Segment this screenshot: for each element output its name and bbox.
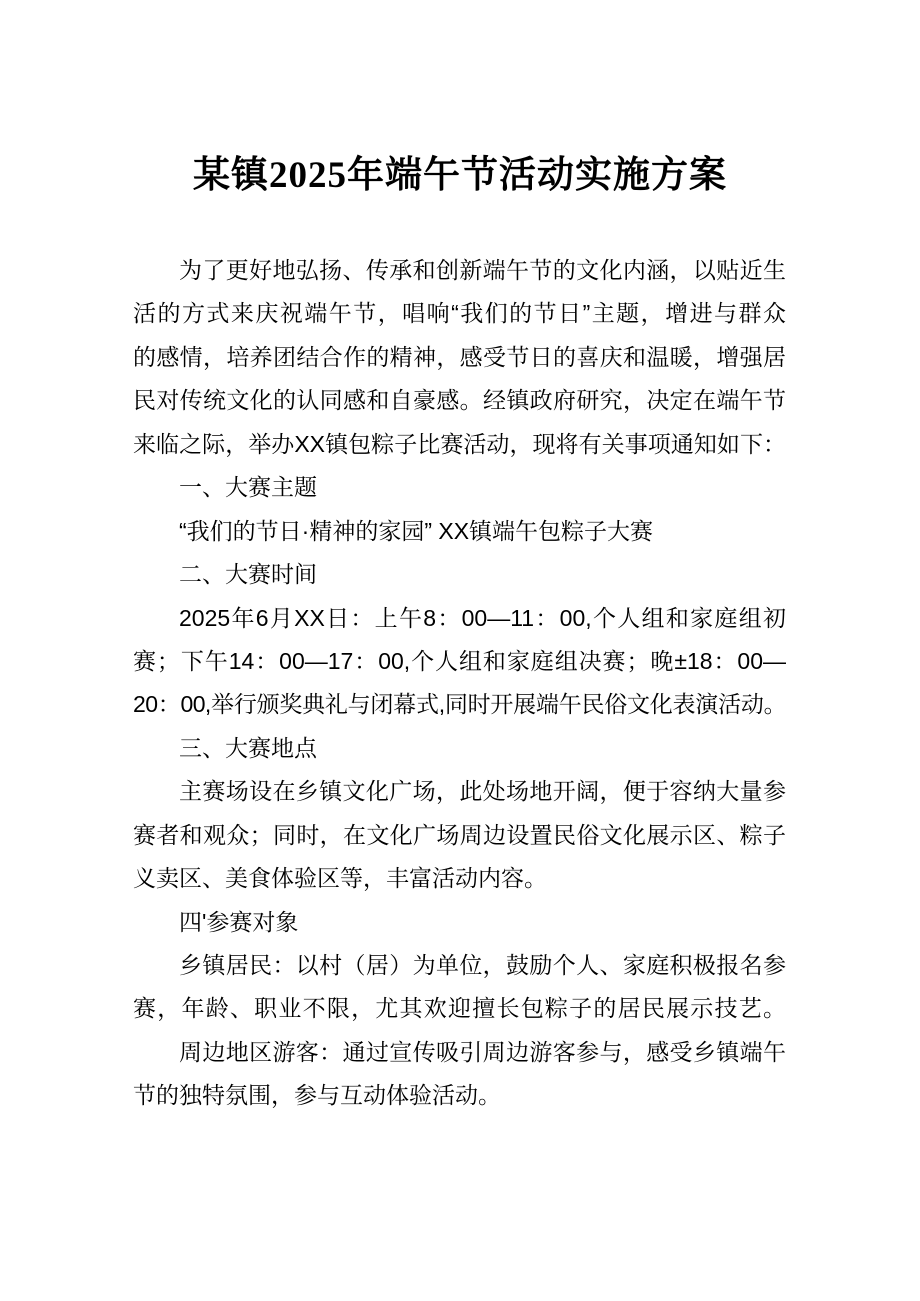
document-body	[133, 249, 786, 1118]
body-text-line: 来临之际，举办XX镇包粽子比赛活动，现将有关事项通知如下：	[133, 430, 786, 457]
body-text-line: 乡镇居民：以村（居）为单位，鼓励个人、家庭积极报名参	[179, 952, 786, 978]
body-text-line: 的感情，培养团结合作的精神，感受节日的喜庆和温暖，增强居	[133, 343, 786, 370]
body-text-line: 活的方式来庆祝端午节，唱响“我们的节日”主题，增进与群众	[133, 300, 786, 327]
body-text-line: 民对传统文化的认同感和自豪感。经镇政府研究，决定在端午节	[133, 387, 786, 414]
section-heading-line: 一、大赛主题	[179, 474, 317, 501]
body-text-line: 主赛场设在乡镇文化广场，此处场地开阔，便于容纳大量参	[179, 778, 786, 805]
body-text-line: 赛；下午14：00—17：00,个人组和家庭组决赛；晚±18：00—	[133, 647, 786, 674]
section-heading-line: 三、大赛地点	[179, 734, 317, 761]
section-heading-line: 二、大赛时间	[179, 561, 317, 588]
body-text-line: 20：00,举行颁奖典礼与闭幕式,同时开展端午民俗文化表演活动。	[133, 691, 786, 718]
body-text-line: 2025年6月XX日：上午8：00—11：00,个人组和家庭组初	[179, 604, 786, 631]
document-title: 某镇2025年端午节活动实施方案	[193, 155, 727, 196]
section-heading-line: 四'参赛对象	[179, 908, 299, 935]
body-text-line: 义卖区、美食体验区等，丰富活动内容。	[133, 865, 547, 892]
body-text-line: 周边地区游客：通过宣传吸引周边游客参与，感受乡镇端午	[179, 1038, 786, 1065]
body-text-line: 为了更好地弘扬、传承和创新端午节的文化内涵，以贴近生	[179, 257, 786, 283]
body-text-line: “我们的节日·精神的家园” XX镇端午包粽子大赛	[179, 517, 654, 544]
body-text-line: 节的独特氛围，参与互动体验活动。	[133, 1082, 501, 1109]
body-text-line: 赛，年龄、职业不限，尤其欢迎擅长包粽子的居民展示技艺。	[133, 995, 786, 1022]
body-text-line: 赛者和观众；同时，在文化广场周边设置民俗文化展示区、粽子	[133, 821, 786, 848]
